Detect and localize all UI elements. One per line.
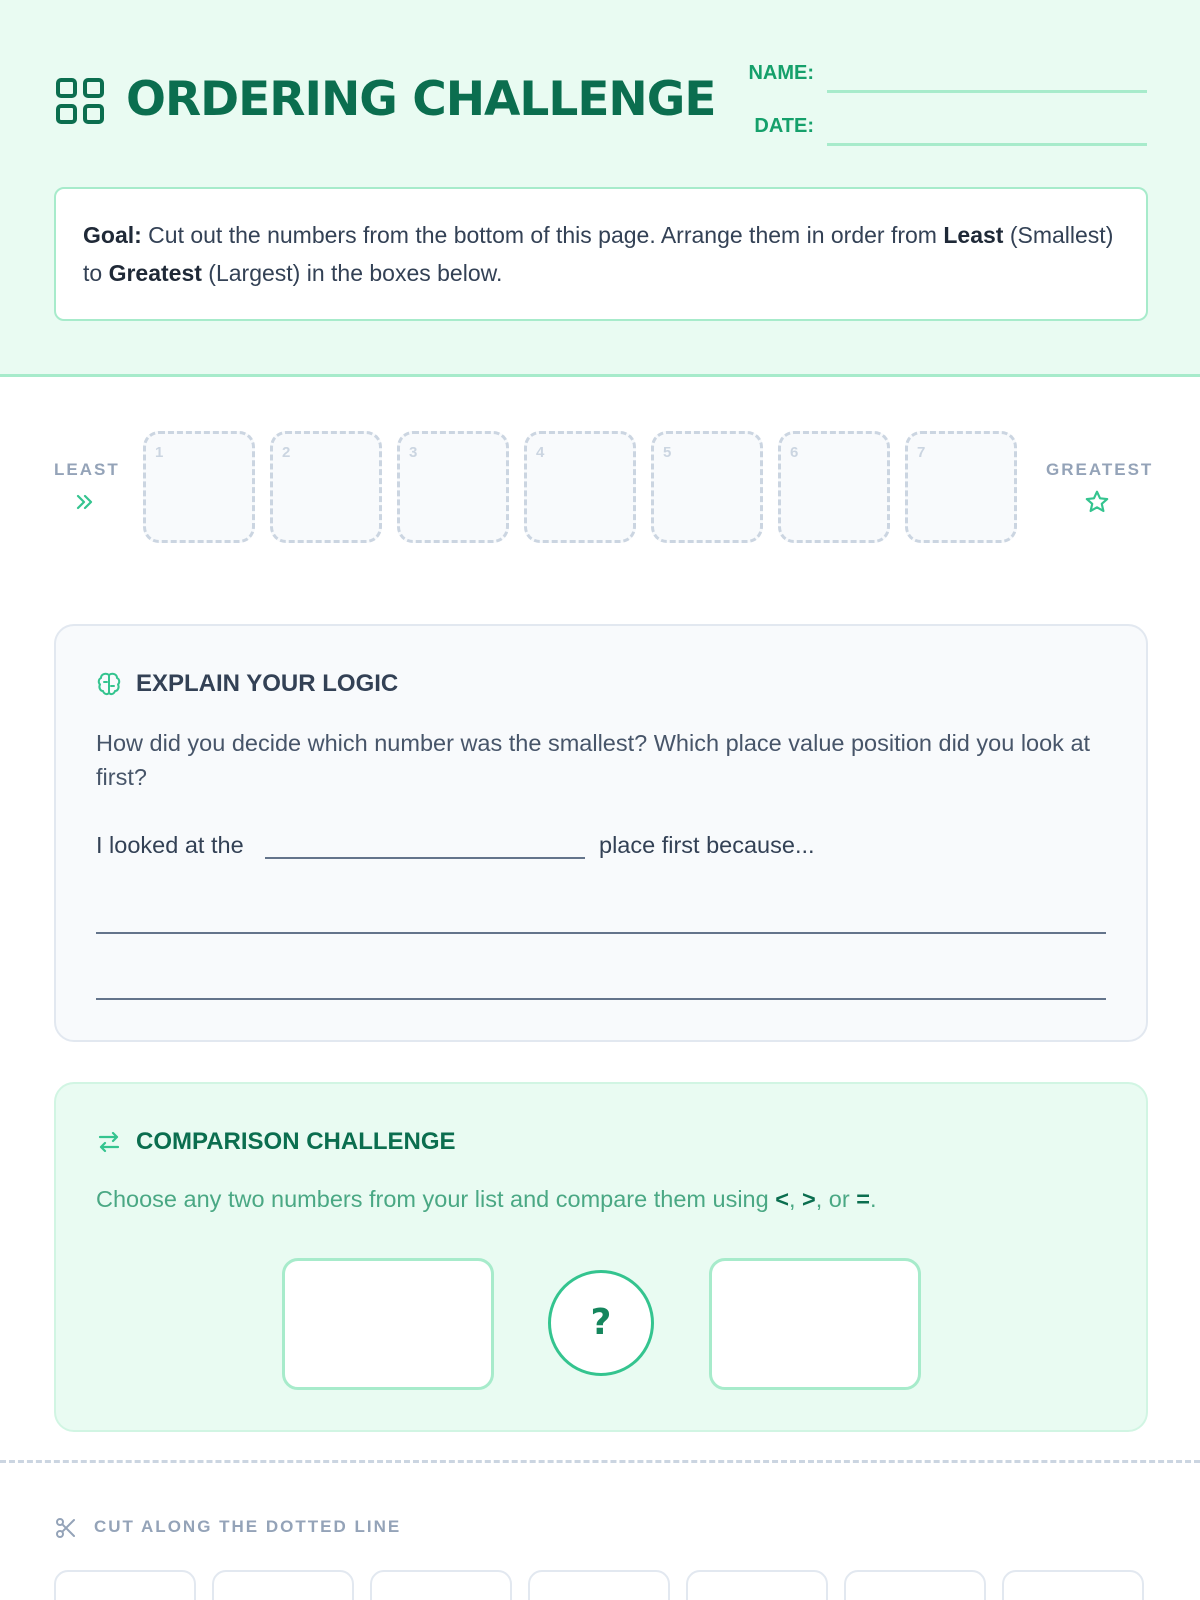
logic-prompt-suffix: place first because... <box>599 832 815 858</box>
goal-instructions <box>54 187 1148 321</box>
comparison-heading: COMPARISON CHALLENGE <box>136 1128 456 1155</box>
slot-number: 3 <box>409 444 418 461</box>
comparison-instructions <box>96 1186 877 1213</box>
place-value-blank[interactable] <box>265 857 585 859</box>
number-card[interactable] <box>1002 1570 1144 1600</box>
slot-number: 4 <box>536 444 545 461</box>
slot-number: 2 <box>282 444 291 461</box>
number-card[interactable] <box>686 1570 828 1600</box>
number-card[interactable] <box>844 1570 986 1600</box>
answer-line[interactable] <box>96 932 1106 934</box>
number-card[interactable] <box>528 1570 670 1600</box>
arrows-left-right-icon <box>96 1129 122 1155</box>
goal-lead: Goal: <box>83 222 142 248</box>
star-icon <box>1084 489 1110 515</box>
goal-least: Least <box>943 222 1004 248</box>
order-slot[interactable] <box>778 431 890 543</box>
slot-number: 5 <box>663 444 672 461</box>
date-field[interactable] <box>827 143 1147 146</box>
less-than-symbol: < <box>775 1186 789 1212</box>
name-field[interactable] <box>827 90 1147 93</box>
number-card[interactable] <box>370 1570 512 1600</box>
least-label: LEAST <box>54 460 120 479</box>
comparison-text: , or <box>815 1186 857 1212</box>
brain-icon <box>96 671 122 697</box>
cut-line <box>0 1460 1200 1463</box>
greater-than-symbol: > <box>802 1186 816 1212</box>
goal-text: (Largest) in the boxes below. <box>201 260 503 286</box>
equals-symbol: = <box>856 1186 870 1212</box>
first-number-box[interactable] <box>282 1258 494 1390</box>
worksheet-header <box>0 0 1200 377</box>
order-slot[interactable] <box>397 431 509 543</box>
number-card[interactable] <box>212 1570 354 1600</box>
comparison-text: Choose any two numbers from your list and compare them using <box>96 1186 776 1212</box>
double-chevron-right-icon <box>75 492 95 512</box>
logic-prompt-prefix: I looked at the <box>96 832 244 858</box>
order-slot[interactable] <box>524 431 636 543</box>
greatest-label: GREATEST <box>1046 460 1154 479</box>
number-card[interactable] <box>54 1570 196 1600</box>
comparison-text: , <box>788 1186 803 1212</box>
goal-text: Cut out the numbers from the bottom of this page. Arrange them in order from <box>141 222 944 248</box>
comparison-operator-circle[interactable]: ? <box>548 1270 654 1376</box>
name-label: NAME: <box>748 62 814 84</box>
goal-text: (Smallest) to <box>83 222 1114 286</box>
slot-number: 7 <box>917 444 926 461</box>
logic-heading: EXPLAIN YOUR LOGIC <box>136 670 399 697</box>
slot-number: 1 <box>155 444 164 461</box>
comparison-text: . <box>869 1186 877 1212</box>
comparison-card <box>54 1082 1148 1432</box>
logic-question: How did you decide which number was the smallest? Which place value position did you look at first? <box>96 730 1091 790</box>
date-label: DATE: <box>754 115 814 137</box>
explain-logic-card <box>54 624 1148 1042</box>
order-slot[interactable] <box>143 431 255 543</box>
second-number-box[interactable] <box>709 1258 921 1390</box>
slot-number: 6 <box>790 444 799 461</box>
order-slot[interactable] <box>905 431 1017 543</box>
goal-greatest: Greatest <box>108 260 202 286</box>
grid-icon <box>56 78 104 124</box>
cut-label: CUT ALONG THE DOTTED LINE <box>94 1517 402 1536</box>
answer-line[interactable] <box>96 998 1106 1000</box>
scissors-icon <box>54 1516 78 1540</box>
order-slot[interactable] <box>270 431 382 543</box>
order-slot[interactable] <box>651 431 763 543</box>
page-title: ORDERING CHALLENGE <box>126 72 716 127</box>
